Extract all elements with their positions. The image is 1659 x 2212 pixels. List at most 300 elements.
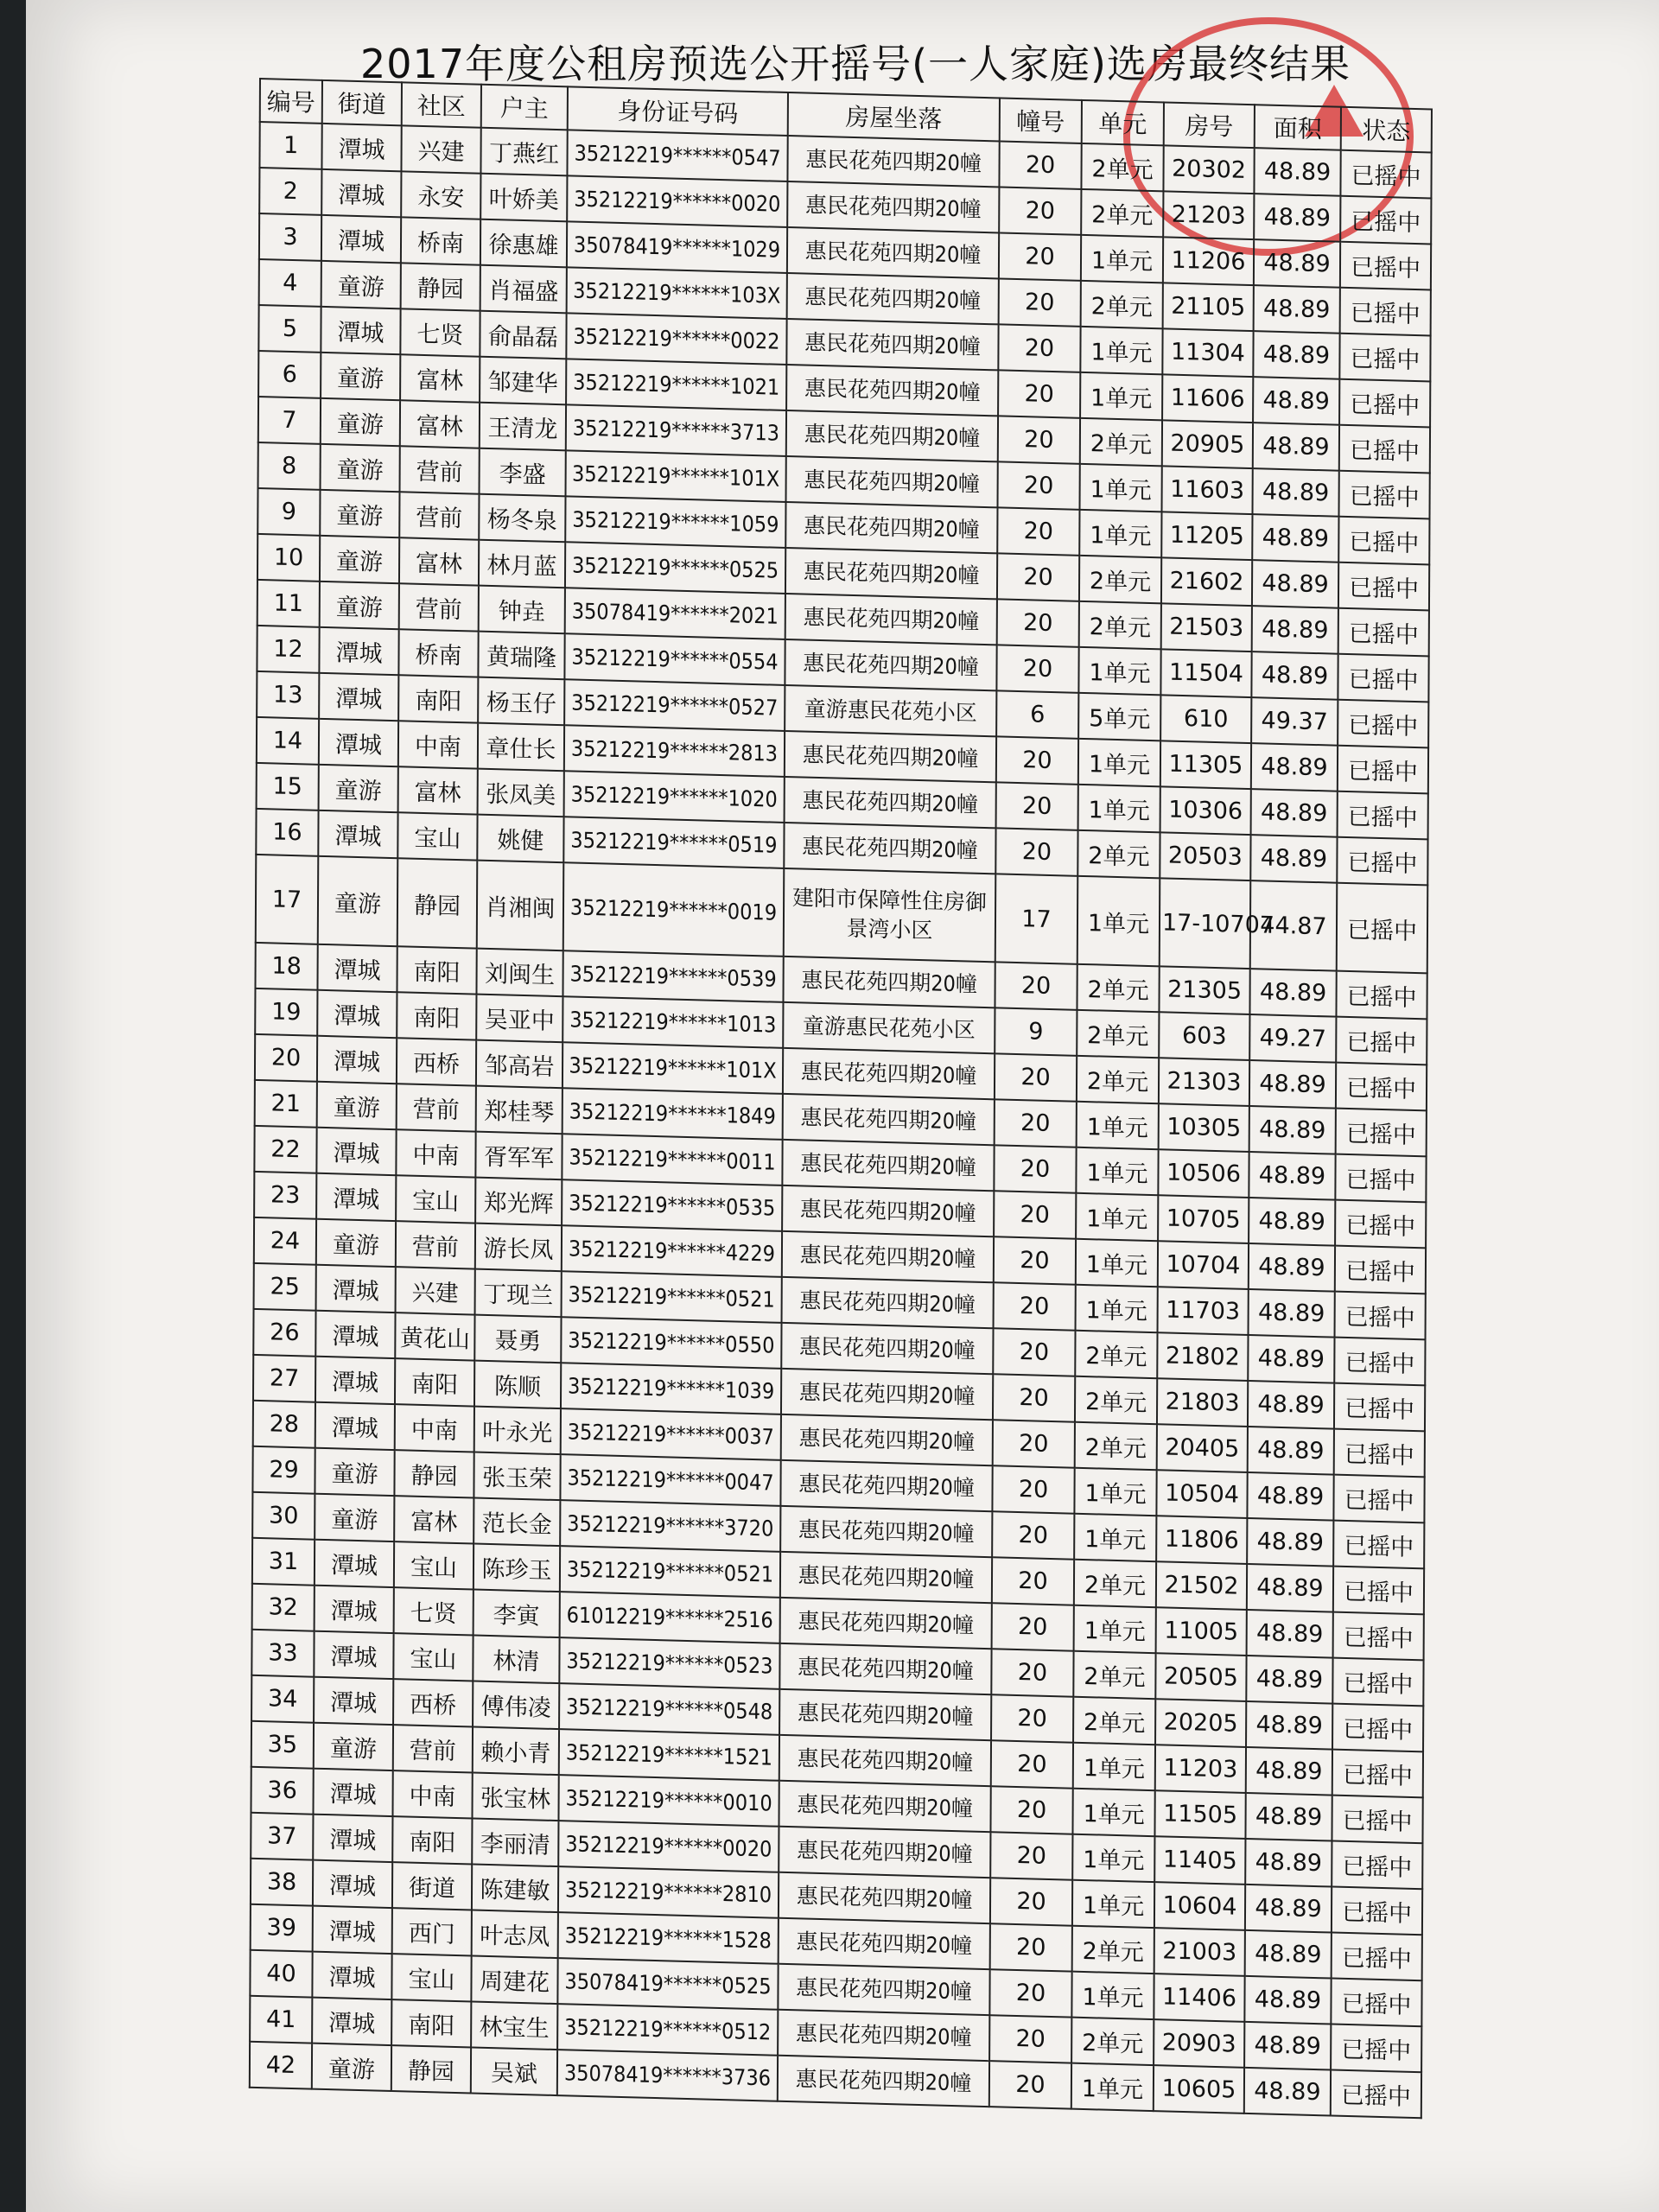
cell-no: 41: [250, 1996, 312, 2044]
document-page: [26, 0, 1659, 2212]
cell-address: 惠民花苑四期20幢: [782, 1140, 994, 1191]
cell-status: 已摇中: [1333, 1567, 1424, 1615]
cell-householder: 林月蓝: [479, 540, 565, 588]
cell-id-number: 35212219******0047: [560, 1454, 780, 1506]
cell-room: 11203: [1155, 1745, 1246, 1793]
cell-street: 童游: [317, 1082, 397, 1129]
cell-street: 童游: [321, 398, 400, 446]
column-header: 户主: [481, 85, 568, 130]
cell-status: 已摇中: [1331, 2024, 1421, 2073]
cell-community: 富林: [399, 537, 479, 585]
cell-status: 已摇中: [1339, 425, 1430, 474]
cell-no: 17: [256, 855, 319, 944]
cell-status: 已摇中: [1338, 517, 1429, 565]
cell-status: 已摇中: [1332, 1704, 1423, 1752]
cell-area: 48.89: [1247, 1472, 1333, 1521]
cell-area: 48.89: [1247, 1564, 1333, 1612]
cell-unit: 2单元: [1081, 143, 1163, 191]
cell-area: 48.89: [1253, 377, 1339, 425]
cell-address: 惠民花苑四期20幢: [779, 1781, 990, 1832]
cell-status: 已摇中: [1335, 1292, 1426, 1340]
cell-householder: 周建花: [471, 1955, 557, 2004]
cell-no: 32: [252, 1584, 315, 1631]
cell-community: 七贤: [394, 1587, 474, 1635]
cell-area: 48.89: [1247, 1610, 1333, 1658]
cell-area: 48.89: [1253, 331, 1339, 379]
cell-no: 21: [255, 1080, 317, 1128]
cell-street: 潭城: [312, 1998, 391, 2045]
cell-room: 11806: [1156, 1516, 1247, 1564]
cell-street: 童游: [320, 490, 399, 537]
cell-address: 惠民花苑四期20幢: [786, 365, 998, 416]
cell-building: 20: [991, 1694, 1073, 1742]
cell-community: 静园: [394, 1450, 474, 1497]
cell-community: 街道: [392, 1862, 472, 1910]
cell-unit: 1单元: [1080, 327, 1162, 374]
cell-community: 营前: [393, 1725, 473, 1772]
cell-area: 48.89: [1246, 1701, 1332, 1750]
cell-id-number: 35212219******1013: [563, 996, 783, 1048]
cell-unit: 2单元: [1081, 281, 1163, 328]
cell-room: 20205: [1155, 1699, 1246, 1747]
cell-street: 潭城: [321, 124, 401, 171]
cell-householder: 林清: [473, 1636, 559, 1684]
cell-householder: 刘闽生: [476, 949, 563, 997]
cell-area: 48.89: [1248, 1381, 1334, 1429]
cell-street: 童游: [320, 582, 399, 629]
cell-building: 20: [994, 1191, 1076, 1238]
cell-street: 潭城: [315, 1540, 394, 1587]
cell-unit: 1单元: [1072, 1834, 1154, 1882]
cell-area: 48.89: [1251, 789, 1338, 837]
cell-address: 童游惠民花苑小区: [785, 685, 996, 736]
cell-room: 11603: [1161, 466, 1252, 514]
cell-room: 11305: [1160, 741, 1251, 789]
cell-room: 11406: [1154, 1974, 1244, 2022]
cell-address: 惠民花苑四期20幢: [780, 1598, 992, 1649]
cell-building: 20: [996, 736, 1078, 784]
cell-unit: 1单元: [1074, 1605, 1156, 1653]
column-header: 房屋坐落: [788, 92, 1000, 141]
column-header: 编号: [260, 79, 322, 124]
cell-address: 惠民花苑四期20幢: [782, 1277, 994, 1328]
cell-id-number: 35212219******101X: [566, 450, 786, 502]
cell-no: 37: [251, 1813, 313, 1860]
cell-householder: 陈珍玉: [474, 1544, 560, 1592]
cell-status: 已摇中: [1333, 1475, 1424, 1523]
cell-community: 宝山: [391, 1954, 471, 2001]
cell-community: 南阳: [397, 946, 476, 994]
cell-status: 已摇中: [1332, 1887, 1422, 1936]
cell-community: 南阳: [397, 992, 476, 1039]
cell-unit: 2单元: [1081, 189, 1163, 237]
cell-householder: 聂勇: [474, 1315, 561, 1363]
cell-community: 南阳: [398, 675, 478, 722]
cell-id-number: 35212219******0037: [561, 1408, 781, 1460]
cell-householder: 郑光辉: [475, 1178, 562, 1226]
cell-street: 潭城: [315, 1586, 394, 1633]
cell-householder: 邹建华: [480, 357, 566, 405]
cell-no: 26: [253, 1309, 315, 1357]
cell-building: 20: [998, 370, 1080, 417]
cell-room: 603: [1159, 1012, 1249, 1060]
cell-address: 惠民花苑四期20幢: [781, 1369, 993, 1420]
cell-unit: 1单元: [1072, 1880, 1154, 1928]
cell-address: 惠民花苑四期20幢: [783, 957, 995, 1007]
cell-status: 已摇中: [1338, 471, 1429, 519]
column-header: 面积: [1255, 105, 1341, 150]
cell-no: 2: [259, 168, 321, 215]
cell-id-number: 35212219******0521: [560, 1546, 780, 1598]
cell-building: 20: [994, 1282, 1076, 1330]
cell-unit: 1单元: [1073, 1743, 1155, 1790]
cell-status: 已摇中: [1340, 242, 1431, 290]
cell-householder: 李寅: [474, 1590, 560, 1638]
cell-unit: 2单元: [1075, 1422, 1157, 1470]
cell-address: 惠民花苑四期20幢: [780, 1506, 992, 1557]
cell-building: 20: [993, 1374, 1075, 1421]
cell-no: 16: [256, 809, 318, 856]
cell-community: 营前: [396, 1221, 475, 1268]
cell-street: 潭城: [316, 1265, 396, 1313]
cell-street: 潭城: [314, 1631, 393, 1679]
cell-community: 桥南: [401, 217, 480, 264]
cell-room: 11703: [1158, 1287, 1249, 1335]
cell-building: 20: [999, 187, 1081, 234]
cell-id-number: 61012219******2516: [560, 1592, 780, 1643]
cell-area: 48.89: [1245, 1839, 1332, 1887]
cell-no: 39: [251, 1904, 313, 1952]
cell-householder: 陈顺: [474, 1361, 561, 1409]
cell-id-number: 35212219******4229: [562, 1225, 782, 1277]
cell-no: 18: [255, 943, 317, 990]
cell-area: 48.89: [1246, 1747, 1332, 1796]
cell-building: 20: [990, 1923, 1072, 1971]
cell-community: 中南: [398, 721, 478, 768]
cell-street: 童游: [315, 1494, 394, 1541]
cell-building: 20: [991, 1740, 1073, 1788]
cell-building: 20: [989, 2061, 1071, 2108]
cell-address: 惠民花苑四期20幢: [779, 1735, 991, 1786]
cell-building: 20: [998, 324, 1080, 372]
cell-building: 20: [996, 645, 1078, 692]
cell-id-number: 35212219******2810: [558, 1866, 779, 1918]
cell-building: 20: [994, 1236, 1076, 1284]
cell-building: 20: [990, 1878, 1072, 1925]
cell-unit: 1单元: [1081, 235, 1163, 283]
cell-no: 28: [253, 1401, 315, 1448]
cell-id-number: 35212219******101X: [563, 1042, 783, 1094]
cell-community: 七贤: [400, 308, 480, 356]
cell-room: 11405: [1154, 1836, 1245, 1885]
cell-area: 48.89: [1245, 1885, 1332, 1933]
cell-community: 西桥: [397, 1038, 476, 1085]
cell-building: 20: [993, 1328, 1075, 1376]
cell-unit: 2单元: [1071, 2018, 1154, 2065]
cell-room: 10506: [1158, 1149, 1249, 1198]
cell-street: 潭城: [312, 1952, 391, 1999]
cell-unit: 5单元: [1078, 693, 1160, 741]
cell-no: 27: [253, 1355, 315, 1402]
cell-no: 8: [258, 442, 321, 490]
cell-address: 惠民花苑四期20幢: [785, 548, 997, 599]
cell-room: 11304: [1162, 328, 1253, 377]
cell-unit: 2单元: [1077, 964, 1159, 1012]
cell-room: 20505: [1155, 1653, 1246, 1701]
cell-street: 潭城: [317, 990, 397, 1038]
column-header: 街道: [322, 80, 402, 125]
cell-address: 惠民花苑四期20幢: [779, 1689, 991, 1740]
cell-street: 潭城: [317, 1036, 397, 1084]
cell-room: 21303: [1159, 1058, 1249, 1106]
cell-address: 惠民花苑四期20幢: [782, 1231, 994, 1282]
cell-householder: 郑桂琴: [476, 1086, 563, 1135]
cell-unit: 2单元: [1073, 1697, 1155, 1745]
cell-unit: 1单元: [1079, 510, 1161, 557]
cell-id-number: 35212219******3720: [560, 1500, 780, 1552]
cell-area: 48.89: [1253, 423, 1339, 471]
cell-street: 潭城: [315, 1357, 395, 1404]
cell-householder: 叶永光: [474, 1407, 561, 1455]
cell-community: 富林: [400, 400, 480, 448]
cell-building: 20: [989, 2015, 1071, 2063]
cell-address: 惠民花苑四期20幢: [787, 273, 999, 324]
cell-householder: 李盛: [480, 448, 566, 497]
cell-id-number: 35078419******0525: [557, 1958, 778, 2010]
cell-unit: 1单元: [1080, 372, 1162, 420]
cell-area: 48.89: [1251, 652, 1338, 700]
cell-street: 潭城: [319, 719, 398, 766]
cell-building: 20: [999, 141, 1081, 188]
cell-no: 38: [251, 1859, 313, 1906]
column-header: 身份证号码: [568, 86, 788, 136]
cell-unit: 1单元: [1077, 1102, 1159, 1149]
cell-building: 20: [989, 1969, 1071, 2017]
cell-address: 惠民花苑四期20幢: [785, 639, 996, 690]
cell-community: 静园: [391, 2045, 471, 2093]
cell-householder: 钟垚: [479, 586, 565, 634]
cell-householder: 杨冬泉: [479, 494, 565, 543]
cell-address: 惠民花苑四期20幢: [786, 410, 998, 461]
cell-status: 已摇中: [1336, 1063, 1427, 1111]
cell-street: 童游: [320, 536, 399, 583]
cell-status: 已摇中: [1338, 791, 1428, 840]
cell-room: 11206: [1163, 237, 1254, 285]
cell-community: 南阳: [391, 1999, 471, 2047]
cell-area: 48.89: [1249, 1152, 1335, 1200]
cell-id-number: 35212219******1849: [563, 1088, 783, 1140]
cell-householder: 肖福盛: [480, 265, 567, 314]
cell-id-number: 35212219******2813: [564, 725, 785, 777]
cell-id-number: 35212219******1039: [561, 1363, 781, 1414]
cell-unit: 1单元: [1076, 1147, 1158, 1195]
cell-no: 12: [257, 626, 319, 673]
cell-status: 已摇中: [1338, 746, 1428, 794]
cell-room: 21105: [1163, 283, 1254, 331]
cell-no: 35: [251, 1721, 314, 1769]
cell-status: 已摇中: [1333, 1612, 1424, 1661]
cell-area: 48.89: [1248, 1427, 1334, 1475]
cell-no: 25: [254, 1263, 316, 1311]
cell-street: 潭城: [313, 1815, 392, 1862]
cell-no: 33: [251, 1630, 314, 1677]
column-header: 状态: [1341, 107, 1432, 153]
cell-address: 惠民花苑四期20幢: [778, 2010, 989, 2061]
cell-area: 48.89: [1254, 285, 1340, 334]
cell-community: 宝山: [394, 1541, 474, 1589]
cell-street: 潭城: [319, 627, 398, 675]
cell-id-number: 35212219******0535: [562, 1179, 782, 1231]
cell-street: 潭城: [315, 1311, 395, 1358]
cell-unit: 2单元: [1079, 601, 1161, 649]
cell-status: 已摇中: [1340, 288, 1431, 336]
cell-no: 7: [258, 397, 321, 444]
cell-community: 中南: [395, 1404, 474, 1452]
cell-id-number: 35212219******0519: [563, 817, 784, 868]
cell-building: 20: [990, 1832, 1072, 1879]
cell-status: 已摇中: [1337, 883, 1428, 974]
cell-community: 富林: [400, 354, 480, 402]
cell-householder: 丁燕红: [480, 128, 567, 176]
cell-householder: 林宝生: [471, 2001, 557, 2050]
cell-building: 20: [997, 507, 1079, 555]
cell-area: 48.89: [1244, 2022, 1331, 2070]
cell-status: 已摇中: [1336, 971, 1427, 1020]
cell-id-number: 35212219******1020: [564, 771, 785, 823]
cell-room: 20903: [1154, 2019, 1244, 2068]
cell-householder: 叶志凤: [472, 1910, 558, 1958]
column-header: 房号: [1164, 102, 1255, 148]
cell-unit: 1单元: [1072, 1789, 1154, 1836]
cell-id-number: 35212219******0010: [558, 1775, 779, 1827]
cell-no: 4: [259, 259, 321, 307]
cell-community: 桥南: [398, 629, 478, 677]
cell-address: 惠民花苑四期20幢: [781, 1323, 993, 1374]
cell-no: 22: [254, 1126, 316, 1173]
cell-address: 童游惠民花苑小区: [783, 1002, 995, 1053]
cell-id-number: 35212219******1528: [558, 1912, 779, 1964]
cell-no: 19: [255, 988, 317, 1036]
cell-street: 童游: [321, 444, 400, 492]
cell-street: 潭城: [315, 1402, 395, 1450]
cell-address: 惠民花苑四期20幢: [782, 1185, 994, 1236]
cell-room: 21003: [1154, 1928, 1245, 1976]
cell-room: 10605: [1154, 2065, 1244, 2113]
cell-area: 48.89: [1252, 606, 1338, 654]
cell-room: 20503: [1160, 832, 1250, 880]
cell-status: 已摇中: [1332, 1933, 1422, 1981]
cell-householder: 傅伟凌: [473, 1681, 559, 1730]
cell-street: 潭城: [317, 944, 397, 992]
cell-householder: 吴亚中: [476, 995, 563, 1043]
cell-id-number: 35212219******0022: [566, 313, 786, 365]
cell-street: 潭城: [318, 810, 397, 858]
cell-area: 48.89: [1254, 148, 1340, 196]
cell-building: 20: [990, 1786, 1072, 1834]
cell-building: 17: [995, 874, 1078, 963]
cell-area: 48.89: [1249, 1106, 1336, 1154]
cell-street: 潭城: [313, 1906, 392, 1954]
cell-unit: 2单元: [1075, 1331, 1157, 1378]
cell-area: 48.89: [1245, 1930, 1332, 1979]
cell-status: 已摇中: [1336, 1109, 1427, 1157]
cell-room: 10306: [1160, 786, 1251, 835]
cell-building: 20: [993, 1420, 1075, 1467]
cell-community: 营前: [400, 446, 480, 493]
cell-unit: 1单元: [1071, 1972, 1154, 2019]
cell-street: 潭城: [314, 1677, 393, 1725]
cell-address: 惠民花苑四期20幢: [786, 319, 998, 370]
cell-no: 14: [257, 717, 319, 765]
cell-area: 48.89: [1251, 743, 1338, 791]
cell-status: 已摇中: [1331, 1979, 1421, 2027]
cell-community: 南阳: [392, 1816, 472, 1864]
cell-community: 西门: [392, 1908, 472, 1955]
cell-id-number: 35212219******0547: [567, 130, 787, 181]
cell-unit: 2单元: [1079, 556, 1161, 603]
cell-status: 已摇中: [1335, 1154, 1426, 1203]
cell-area: 48.89: [1249, 1060, 1336, 1109]
cell-id-number: 35212219******0554: [564, 633, 785, 685]
cell-no: 6: [258, 351, 321, 398]
cell-householder: 邹高岩: [476, 1040, 563, 1089]
cell-community: 宝山: [396, 1175, 475, 1223]
cell-community: 宝山: [397, 812, 477, 860]
cell-building: 20: [992, 1603, 1074, 1650]
cell-room: 11005: [1156, 1607, 1247, 1656]
cell-status: 已摇中: [1331, 2070, 1421, 2119]
cell-unit: 1单元: [1076, 1285, 1158, 1332]
cell-room: 21503: [1161, 603, 1252, 652]
cell-area: 48.89: [1252, 560, 1338, 608]
cell-id-number: 35212219******1059: [565, 496, 785, 548]
cell-no: 34: [251, 1675, 314, 1723]
cell-householder: 李丽清: [472, 1818, 558, 1866]
cell-id-number: 35212219******0525: [565, 542, 785, 594]
cell-householder: 王清龙: [480, 403, 566, 451]
cell-area: 49.27: [1249, 1014, 1336, 1063]
cell-street: 潭城: [321, 307, 400, 354]
cell-id-number: 35078419******1029: [567, 221, 787, 273]
cell-unit: 1单元: [1074, 1468, 1156, 1516]
cell-address: 惠民花苑四期20幢: [779, 1643, 991, 1694]
cell-householder: 胥军军: [475, 1132, 562, 1180]
cell-address: 惠民花苑四期20幢: [783, 1094, 995, 1145]
cell-street: 潭城: [313, 1860, 392, 1908]
cell-householder: 张宝林: [472, 1772, 558, 1821]
cell-area: 48.89: [1244, 2068, 1331, 2116]
cell-room: 10604: [1154, 1882, 1245, 1930]
cell-householder: 章仕长: [478, 723, 564, 772]
cell-householder: 俞晶磊: [480, 311, 566, 359]
cell-no: 1: [259, 122, 321, 169]
cell-status: 已摇中: [1334, 1338, 1425, 1386]
cell-householder: 吴斌: [471, 2047, 557, 2095]
cell-area: 49.37: [1251, 697, 1338, 746]
cell-area: 48.89: [1246, 1656, 1332, 1704]
cell-community: 营前: [397, 1084, 476, 1131]
cell-no: 36: [251, 1767, 313, 1815]
cell-address: 惠民花苑四期20幢: [785, 777, 996, 828]
cell-address: 惠民花苑四期20幢: [787, 181, 999, 232]
cell-building: 9: [995, 1007, 1077, 1055]
cell-community: 南阳: [395, 1358, 474, 1406]
cell-community: 宝山: [393, 1633, 473, 1681]
cell-status: 已摇中: [1332, 1750, 1423, 1798]
cell-id-number: 35212219******103X: [567, 267, 787, 319]
cell-id-number: 35212219******3713: [566, 404, 786, 456]
cell-area: 48.89: [1248, 1335, 1334, 1383]
